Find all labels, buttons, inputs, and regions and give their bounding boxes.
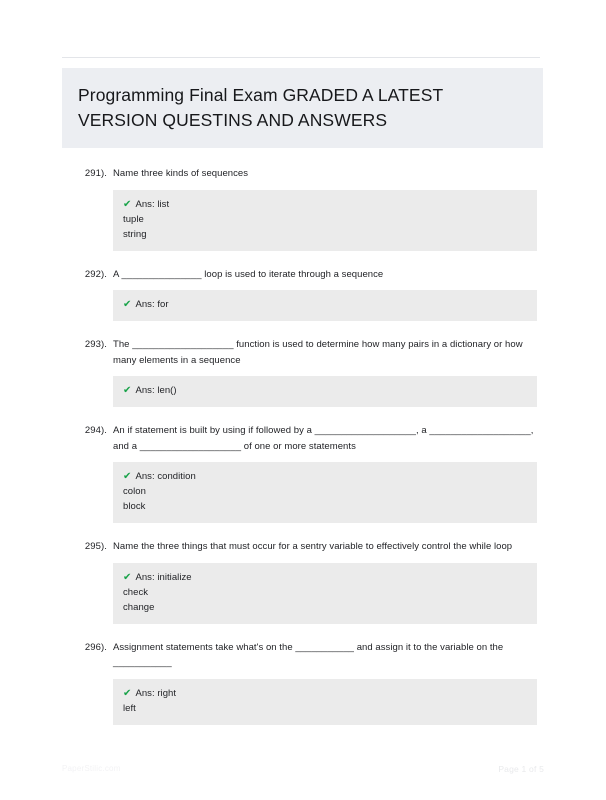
question-block (0, 640, 606, 725)
question-row (0, 640, 606, 671)
document-title: Programming Final Exam GRADED A LATEST VERSION QUESTINS AND ANSWERS (78, 85, 443, 130)
answer-box (113, 563, 537, 624)
question-row (0, 337, 606, 368)
answer-text: Ans: list (135, 198, 170, 210)
answer-text: Ans: condition (135, 471, 196, 482)
question-block (0, 267, 606, 322)
answer-primary-line (113, 686, 537, 701)
answer-text: Ans: for (135, 299, 169, 310)
answer-extra-line: change (123, 601, 155, 613)
answer-primary-line (113, 570, 537, 585)
question-block (0, 423, 606, 523)
question-block (0, 539, 606, 624)
answer-text: Ans: right (135, 687, 177, 699)
question-block (0, 337, 606, 407)
answer-primary-line (113, 297, 537, 312)
question-text: Name three kinds of sequences (113, 168, 249, 179)
answer-extra-line: check (123, 586, 149, 598)
check-icon: ✔ (123, 198, 132, 210)
check-icon: ✔ (123, 385, 132, 396)
answer-text: Ans: initialize (135, 571, 192, 583)
question-number: 292). (84, 268, 107, 280)
question-number: 296). (84, 641, 107, 653)
answer-extra-line: block (123, 501, 146, 512)
question-text: A _______________ loop is used to iterate through a sequence (113, 268, 384, 280)
check-icon: ✔ (123, 571, 132, 583)
answer-extra-line: colon (123, 486, 146, 497)
answer-extra-line: left (123, 702, 136, 714)
question-number: 295). (84, 541, 107, 552)
question-text: An if statement is built by using if followed by a ___________________, a ___________________, and a ___________________ of one or more statements (113, 425, 534, 452)
answer-box (113, 376, 537, 407)
answer-extra-line: string (123, 228, 147, 240)
header-divider (62, 57, 540, 58)
answer-primary-line (113, 197, 537, 212)
page-indicator: Page 1 of 5 (498, 764, 544, 774)
answer-text: Ans: len() (135, 385, 177, 396)
answer-box (113, 462, 537, 523)
answer-primary-line (113, 469, 537, 484)
question-list (0, 166, 606, 741)
question-row (0, 423, 606, 454)
check-icon: ✔ (123, 299, 132, 310)
question-number: 294). (84, 425, 107, 436)
check-icon: ✔ (123, 471, 132, 482)
question-block (0, 166, 606, 251)
question-text: The ___________________ function is used to determine how many pairs in a dictionary or how many elements in a sequence (113, 339, 523, 366)
page-footer (0, 764, 606, 778)
question-number: 291). (84, 168, 107, 179)
answer-box (113, 290, 537, 321)
question-row (0, 539, 606, 555)
question-row (0, 166, 606, 182)
question-text: Assignment statements take what's on the ___________ and assign it to the variable on the ___________ (113, 641, 504, 668)
check-icon: ✔ (123, 687, 132, 699)
footer-watermark: PaperStilic.com (62, 764, 121, 773)
answer-box (113, 679, 537, 725)
answer-box (113, 190, 537, 251)
question-text: Name the three things that must occur for a sentry variable to effectively control the while loop (113, 541, 513, 552)
answer-primary-line (113, 383, 537, 398)
question-number: 293). (84, 339, 107, 350)
question-row (0, 267, 606, 283)
document-header-banner (62, 68, 543, 148)
answer-extra-line: tuple (123, 213, 144, 225)
